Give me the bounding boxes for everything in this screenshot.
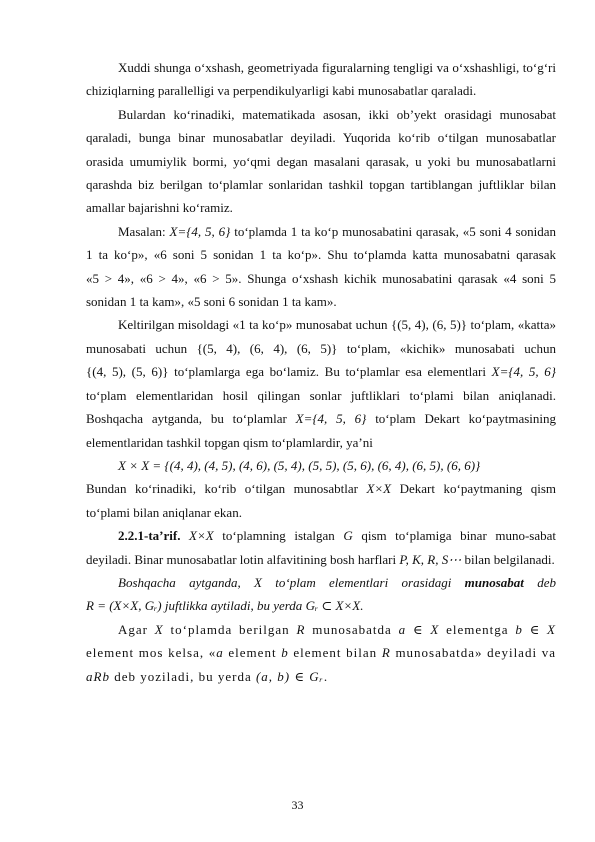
bold-term: munosabat [464, 574, 524, 590]
set-x-formula: X={4, 5, 6} [295, 411, 367, 427]
text: element [223, 645, 282, 661]
a-symbol: a [216, 645, 224, 661]
text: Boshqacha aytganda, [118, 574, 255, 590]
text: Shunga o‘xshash kichik munosabatini qarasak «4 soni 5 sonidan 1 ta kam», «5 soni 6 sonidan 1 ta kam». [86, 270, 556, 310]
text: munosabatda [305, 621, 399, 637]
page-content [86, 56, 556, 688]
set-formula: {(5, 4), (6, 5)} [390, 317, 468, 333]
set-x-formula: X={4, 5, 6} [169, 223, 231, 239]
text: Keltirilgan misoldagi «1 ta ko‘p» munosabat uchun [118, 317, 391, 333]
xx-formula: X×X [189, 528, 214, 544]
text: to‘plam, «katta» munosabati uchun [86, 317, 556, 356]
text: elementga [439, 621, 516, 637]
a-in-x-formula: a ∈ X [398, 621, 440, 637]
text: Agar [118, 621, 155, 637]
g-formula: Gᵣ ⊂ X×X [305, 598, 361, 614]
definition-paragraph [86, 524, 556, 571]
paragraph-example [86, 220, 556, 314]
text: juftlikka aytiladi, bu yerda [161, 598, 306, 614]
text: . [360, 598, 364, 614]
text: Masalan: [118, 223, 170, 239]
set-formula: {(5, 4), (6, 4), (6, 5)} [196, 340, 338, 356]
text: element bilan [288, 645, 382, 661]
text: deb yoziladi, bu yerda [109, 668, 256, 684]
r-formula: R = (X×X, Gᵣ) [86, 598, 162, 614]
g-symbol: G [343, 528, 353, 544]
paragraph-conclusion [86, 477, 556, 524]
text: to‘plam, «kichik» munosabati uchun [337, 340, 556, 356]
arb-formula: aRb [86, 668, 110, 684]
text: Bundan ko‘rinadiki, ko‘rib o‘tilgan munosabtlar [86, 481, 367, 497]
letters-formula: P, K, R, S⋯ [399, 551, 462, 567]
b-in-x-formula: b ∈ X [515, 621, 556, 637]
r-symbol: R [296, 621, 306, 637]
xx-formula: X×X [366, 481, 392, 497]
paragraph-relation-def [86, 571, 556, 618]
pair-formula: (a, b) ∈ Gᵣ [255, 668, 324, 684]
paragraph-1 [86, 56, 556, 103]
paragraph-2 [86, 103, 556, 220]
text: Bulardan ko‘rinadiki, matematikada asosan, ikki ob’yekt orasidagi munosabat qaraladi, bunga binar munosabatlar deyiladi. Yuqorida ko‘rib o‘tilgan munosabatlar orasida umumiylik bormi, yo‘qmi degan masalani qarasak, u yoki bu munosabatlarni qarashda biz berilgan to‘plamlar sonlaridan tashkil topgan tartiblangan juftliklar bilan amallar bajarishni ko‘ramiz. [86, 106, 556, 216]
text: . [323, 668, 329, 684]
r-symbol: R [381, 645, 391, 661]
paragraph-arb [86, 618, 556, 688]
text: to‘plamlarga ega bo‘lamiz. Bu to‘plamlar esa elementlari [168, 364, 492, 380]
text: bilan belgilanadi. [461, 551, 555, 567]
x-symbol: X [154, 621, 164, 637]
set-formula: {(4, 5), (5, 6)} [86, 364, 169, 380]
paragraph-sets [86, 313, 556, 453]
definition-label: 2.2.1-ta’rif. [118, 528, 181, 544]
text: munosabatda» deyiladi va [390, 645, 556, 661]
cartesian-product-formula [86, 454, 556, 477]
text: Dekart ko‘paytmaning qism to‘plami bilan aniqlanar ekan. [86, 481, 556, 520]
text: qism to‘plamiga binar muno-sabat deyiladi. Binar munosabatlar lotin alfavitining bosh harflari [86, 528, 557, 567]
text: to‘plamda 1 ta ko‘p munosabatini qarasak, «5 soni 4 sonidan 1 ta ko‘p», «6 soni 5 sonidan 1 ta ko‘p». Shu to‘plamda katta munosabatni qarasak [86, 223, 556, 263]
text: to‘plam elementlari orasidagi [261, 574, 465, 590]
text: to‘plam Dekart ko‘paytmasining elementlaridan tashkil topgan qism to‘plamlardir, ya’ni [86, 411, 556, 450]
text: to‘plam elementlaridan hosil qilingan sonlar juftliklari to‘plami bilan aniqlanadi. Boshqacha aytganda, bu to‘plamlar [86, 387, 556, 427]
set-x-formula: X={4, 5, 6} [491, 364, 557, 380]
text: to‘plamning istalgan [213, 528, 344, 544]
formula: X × X = {(4, 4), (4, 5), (4, 6), (5, 4), (5, 5), (5, 6), (6, 4), (6, 5), (6, 6)} [118, 457, 481, 473]
page-number: 33 [291, 798, 304, 812]
relations-formula: «5 > 4», «6 > 4», «6 > 5». [86, 270, 242, 286]
text: element mos kelsa, « [86, 645, 217, 661]
text: deb [523, 574, 556, 590]
x-symbol: X [254, 574, 262, 590]
b-symbol: b [281, 645, 289, 661]
text: to‘plamda berilgan [163, 621, 297, 637]
text: Xuddi shunga o‘xshash, geometriyada figuralarning tengligi va o‘xshashligi, to‘g‘ri chiziqlarning parallelligi va perpendikulyarligi kabi munosabatlar qaraladi. [86, 60, 556, 99]
